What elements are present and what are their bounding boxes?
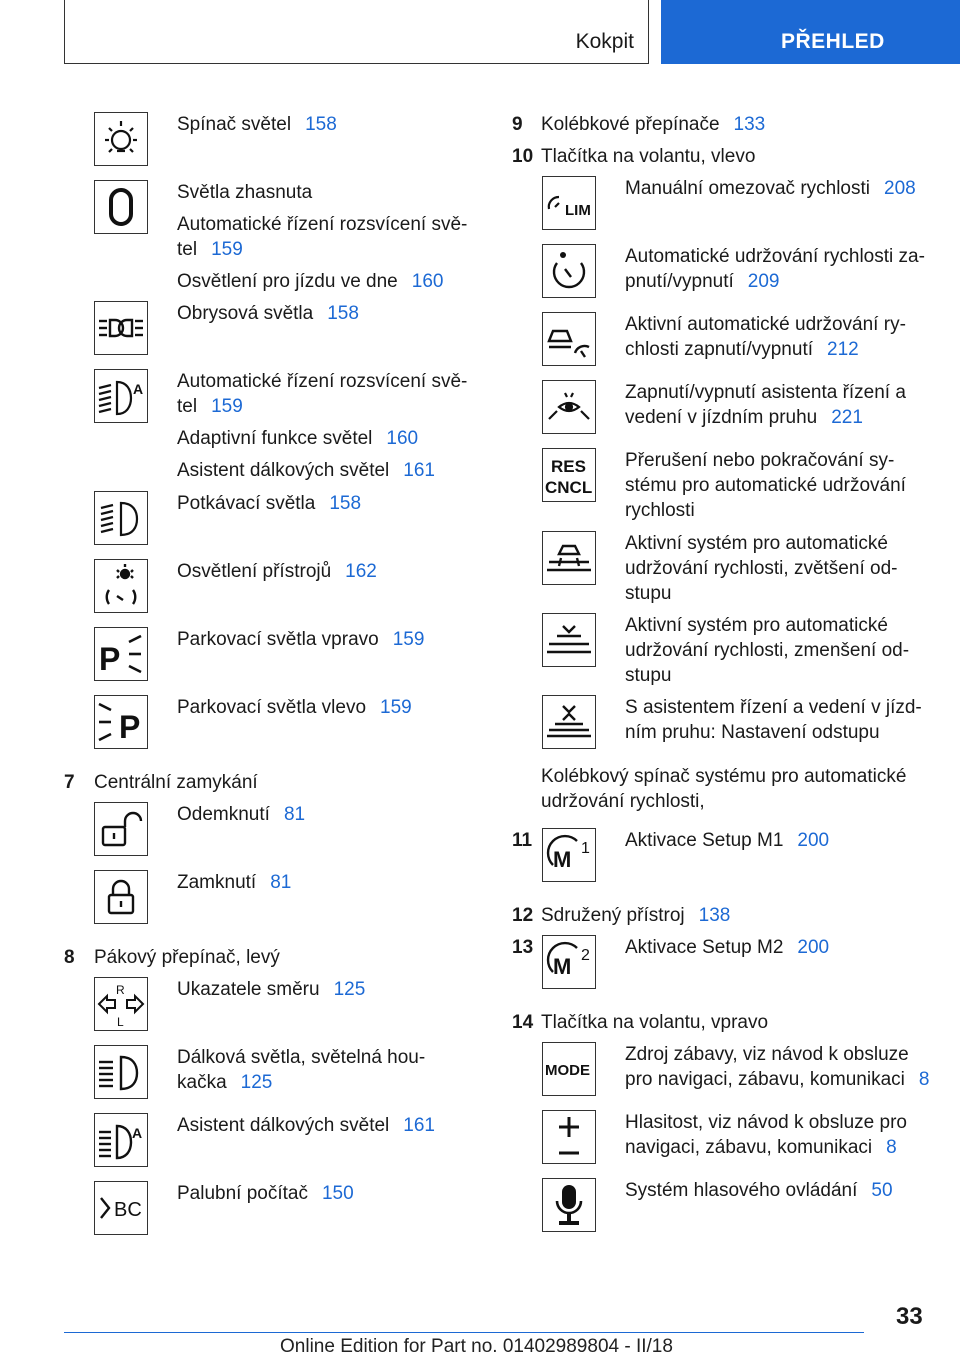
entry-voice-control: Systém hlasového ovládání 50 (625, 1180, 893, 1201)
page-ref[interactable]: 8 (918, 1069, 930, 1090)
page-ref[interactable]: 125 (333, 979, 366, 1000)
section-title: Centrální zamykání (94, 772, 258, 793)
onboard-computer-icon (94, 1181, 148, 1235)
page-ref[interactable]: 159 (211, 396, 243, 417)
distance-increase-icon (542, 531, 596, 585)
entry-active-cruise-control: Aktivní automatické udržování ry- chlosti zapnutí/vypnutí 212 (625, 314, 906, 360)
svg-text:2: 2 (581, 947, 590, 964)
entry-parking-left: Parkovací světla vlevo 159 (177, 697, 412, 718)
page-ref[interactable]: 125 (240, 1072, 273, 1093)
entry-res-cncl: Přerušení nebo pokračování sy- stému pro automatické udržování rychlosti (625, 450, 906, 521)
page-ref[interactable]: 81 (283, 804, 306, 825)
svg-text:L: L (117, 1015, 124, 1029)
page-ref[interactable]: 209 (747, 271, 780, 292)
page-ref[interactable]: 161 (403, 460, 435, 481)
page-ref[interactable]: 50 (871, 1180, 893, 1201)
page-ref[interactable]: 200 (797, 937, 830, 958)
light-switch-icon (94, 112, 148, 166)
svg-text:BC: BC (114, 1199, 142, 1221)
section-title: Tlačítka na volantu, vpravo (541, 1012, 769, 1033)
rocker-switch-note: Kolébkový spínač systému pro automatické udržování rychlosti, (541, 766, 907, 812)
section-number: 10 (512, 146, 534, 167)
entry-distance-setting: S asistentem řízení a vedení v jízd- ním pruhu: Nastavení odstupu (625, 697, 922, 743)
page-ref[interactable]: 81 (270, 872, 292, 893)
page-number: 33 (896, 1303, 923, 1330)
page-ref[interactable]: 159 (392, 629, 425, 650)
svg-text:A: A (133, 381, 144, 397)
header-section-box (64, 0, 649, 64)
page-ref[interactable]: 212 (827, 339, 859, 360)
parking-lights-icon (94, 301, 148, 355)
lights-off-icon (94, 180, 148, 234)
page-ref[interactable]: 158 (305, 114, 337, 135)
page-ref[interactable]: 158 (327, 303, 359, 324)
entry-setup-m1: Aktivace Setup M1 200 (625, 830, 830, 851)
low-beam-icon (94, 491, 148, 545)
entry-distance-increase: Aktivní systém pro automatické udržování rychlosti, zvětšení od- stupu (625, 533, 898, 604)
entry-parking-lights: Obrysová světla 158 (177, 303, 359, 324)
distance-decrease-icon (542, 613, 596, 667)
page-ref[interactable]: 8 (886, 1137, 897, 1158)
entry-volume: Hlasitost, viz návod k obsluze pro navigaci, zábavu, komunikaci 8 (625, 1112, 907, 1158)
entry-setup-m2: Aktivace Setup M2 200 (625, 937, 830, 958)
entry-speed-limiter: Manuální omezovač rychlosti 208 (625, 178, 916, 199)
entry-parking-right: Parkovací světla vpravo 159 (177, 629, 425, 650)
section-number: 12 (512, 905, 534, 926)
section-title: Tlačítka na volantu, vlevo (541, 146, 756, 167)
page-ref[interactable]: 160 (386, 428, 419, 449)
entry-adaptive-lights: Adaptivní funkce světel 160 (177, 428, 419, 449)
section-number: 7 (64, 772, 75, 793)
footer-edition: Online Edition for Part no. 01402989804 - II/18 (280, 1336, 673, 1357)
instrument-lighting-icon (94, 559, 148, 613)
entry-low-beam: Potkávací světla 158 (177, 493, 362, 514)
entry-auto-lights-1: Automatické řízení rozsvícení svě- tel 159 (177, 214, 468, 260)
page-ref[interactable]: 159 (211, 239, 243, 260)
footer-divider (64, 1332, 864, 1333)
svg-text:P: P (99, 641, 121, 677)
entry-distance-decrease: Aktivní systém pro automatické udržování rychlosti, zmenšení od- stupu (625, 615, 910, 686)
auto-headlight-icon (94, 369, 148, 423)
speed-limiter-icon (542, 176, 596, 230)
svg-text:M: M (553, 954, 572, 979)
setup-m2-icon (542, 935, 596, 989)
section-title: Kolébkové přepínače 133 (541, 114, 766, 135)
section-title: Pákový přepínač, levý (94, 947, 280, 968)
entry-light-switch: Spínač světel 158 (177, 114, 337, 135)
page-ref[interactable]: 208 (884, 178, 916, 199)
page-ref[interactable]: 221 (831, 407, 863, 428)
header-section-title: Kokpit (575, 30, 634, 53)
entry-instrument-lighting: Osvětlení přístrojů 162 (177, 561, 377, 582)
page-ref[interactable]: 150 (321, 1183, 354, 1204)
parking-right-icon (94, 627, 148, 681)
svg-text:M: M (553, 847, 572, 872)
page-ref[interactable]: 138 (698, 905, 731, 926)
page-ref[interactable]: 200 (797, 830, 830, 851)
svg-text:P: P (119, 709, 141, 745)
section-number: 9 (512, 114, 523, 135)
entry-turn-signal: Ukazatele směru 125 (177, 979, 366, 1000)
svg-text:LIM: LIM (565, 202, 591, 219)
page-ref[interactable]: 160 (411, 271, 444, 292)
entry-entertainment-source: Zdroj zábavy, viz návod k obsluze pro navigaci, zábavu, komunikaci 8 (625, 1044, 930, 1090)
entry-lane-assist: Zapnutí/vypnutí asistenta řízení a vedení v jízdním pruhu 221 (625, 382, 906, 428)
section-number: 8 (64, 947, 75, 968)
header-chapter-title: PŘEHLED (781, 30, 885, 53)
high-beam-icon (94, 1045, 148, 1099)
svg-text:R: R (116, 983, 125, 997)
entry-unlock: Odemknutí 81 (177, 804, 306, 825)
entry-cruise-control: Automatické udržování rychlosti za- pnutí/vypnutí 209 (625, 246, 925, 292)
page-ref[interactable]: 133 (733, 114, 766, 135)
page-ref[interactable]: 158 (329, 493, 362, 514)
lane-assist-icon (542, 380, 596, 434)
page-ref[interactable]: 161 (403, 1115, 435, 1136)
section-number: 14 (512, 1012, 534, 1033)
svg-text:A: A (132, 1125, 143, 1141)
entry-high-beam-assist-2: Asistent dálkových světel 161 (177, 1115, 435, 1136)
parking-left-icon (94, 695, 148, 749)
svg-text:MODE: MODE (545, 1062, 590, 1079)
entry-auto-lights-2: Automatické řízení rozsvícení svě- tel 159 (177, 371, 468, 417)
volume-icon (542, 1110, 596, 1164)
microphone-icon (542, 1178, 596, 1232)
setup-m1-icon (542, 828, 596, 882)
svg-text:1: 1 (581, 840, 590, 857)
active-cruise-control-icon (542, 312, 596, 366)
entry-lock: Zamknutí 81 (177, 872, 292, 893)
lock-icon (94, 870, 148, 924)
distance-setting-icon (542, 695, 596, 749)
res-cncl-icon (542, 448, 596, 502)
header-chapter-tab[interactable] (661, 0, 960, 64)
page-ref[interactable]: 159 (380, 697, 412, 718)
page-ref[interactable]: 162 (345, 561, 377, 582)
entry-high-beam: Dálková světla, světelná hou- kačka 125 (177, 1047, 426, 1093)
entry-lights-off: Světla zhasnuta (177, 182, 313, 203)
section-title: Sdružený přístroj 138 (541, 905, 731, 926)
svg-text:CNCL: CNCL (545, 478, 593, 497)
cruise-control-icon (542, 244, 596, 298)
section-number: 13 (512, 937, 534, 958)
section-number: 11 (512, 830, 533, 851)
unlock-icon (94, 802, 148, 856)
mode-icon (542, 1042, 596, 1096)
entry-onboard-computer: Palubní počítač 150 (177, 1183, 354, 1204)
entry-daytime-lights: Osvětlení pro jízdu ve dne 160 (177, 271, 444, 292)
svg-text:RES: RES (551, 457, 586, 476)
high-beam-assist-icon (94, 1113, 148, 1167)
turn-signal-icon (94, 977, 148, 1031)
entry-high-beam-assist: Asistent dálkových světel 161 (177, 460, 435, 481)
